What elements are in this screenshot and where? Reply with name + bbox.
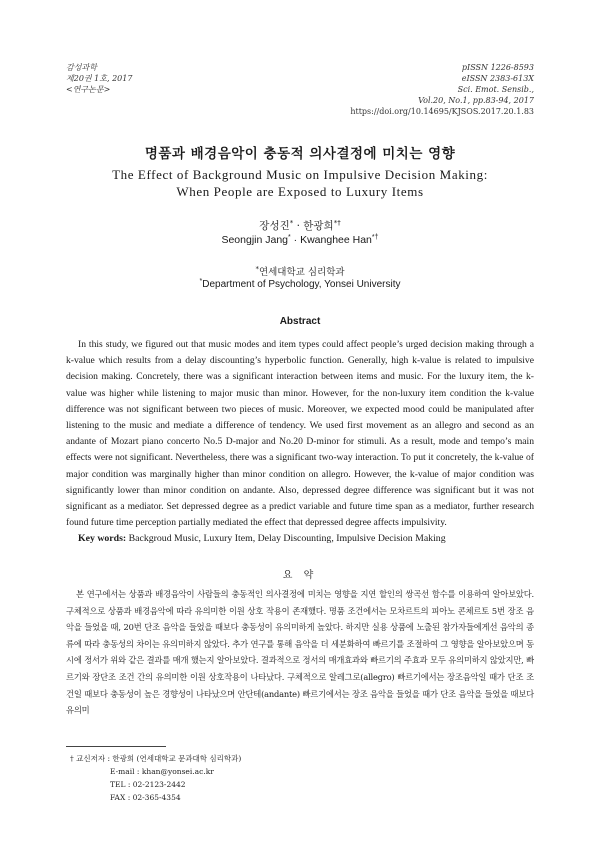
author-2-ko-mark: *† (333, 219, 341, 227)
author-1-ko-mark: * (289, 219, 294, 227)
journal-name-en: Sci. Emot. Sensib., (457, 85, 534, 94)
author-2-en: Kwanghee Han (300, 234, 372, 246)
eissn: eISSN 2383-613X (461, 74, 534, 83)
authors-korean (0, 218, 600, 233)
journal-volume-en: Vol.20, No.1, pp.83-94, 2017 (418, 96, 534, 105)
affiliation-ko-mark: * (255, 265, 259, 273)
journal-volume-ko: 제20권 1호, 2017 (66, 74, 133, 83)
footnote-mark: † (70, 754, 74, 763)
author-2-ko: 한광희 (303, 220, 334, 232)
footnote-fax: FAX : 02-365-4354 (110, 793, 181, 802)
summary-body: 본 연구에서는 상품과 배경음악이 사람들의 충동적인 의사결정에 미치는 영향을 지연 할인의 쌍곡선 함수를 이용하여 알아보았다. 구체적으로 상품과 배경음악에 따라 유의미한 이원 상호 작용이 존재했다. 명품 조건에서는 모차르트의 피아노 콘체르토 5번 장조 음악을 들었을 때, 20번 단조 음악을 들었을 때보다 충동성이 유의미하게 높았다. 하지만 실용 상품에 노출된 참가자들에게선 음악의 종류에 따라 충동성의 차이는 유의미하지 않았다. 추가 연구를 통해 음악을 더 세분화하여 빠르기를 조절하여 그 영향을 알아보았으며 동시에 정서가 위와 같은 결과를 매개 했는지 알아보았다. 결과적으로 정서의 매개효과와 빠르기의 주효과 모두 유의미하지 않았지만, 빠르기와 장단조 조건 간의 유의미한 이원 상호작용이 나타났다. 구체적으로 알레그로(allegro) 빠르기에서는 장조음악일 때가 단조 조건일 때보다 충동성이 높은 경향성이 나타났으며 안단테(andante) 빠르기에서는 장조 음악을 들었을 때가 단조 음악을 들었을 때보다 유의미 (66, 589, 534, 716)
affiliation-en-mark: * (199, 278, 203, 285)
affiliation-english (0, 279, 600, 290)
journal-header-right (350, 62, 534, 117)
pissn: pISSN 1226-8593 (461, 63, 534, 72)
corresponding-author-footnote (70, 752, 241, 804)
affiliation-ko-text: 연세대학교 심리학과 (258, 267, 345, 278)
affiliation-en-text: Department of Psychology, Yonsei University (202, 279, 401, 290)
keywords-text: Backgroud Music, Luxury Item, Delay Discounting, Impulsive Decision Making (126, 533, 446, 544)
footnote-divider (66, 746, 166, 747)
abstract-body: In this study, we figured out that music modes and item types could affect people’s urged decision making through a k-value which results from a delay discounting’s hyperbolic function. Generally, high k-value is related to impulsive decision making. Concretely, there was a significant interaction between items and music. For the luxury item, the k-value was higher while listening to major music than minor. However, for the non-luxury item condition the k-value difference was not significant between two pieces of music. Moreover, we expected mood could be manipulated after listening to the music and mediate a difference of tendency. We used first movement as an allegro and second as an andante of Mozart piano concerto No.5 D-major and No.20 D-minor for stimuli. As a result, mode and tempo’s main effects were not significant. Nevertheless, there was a significant two-way interaction. To put it concretely, the k-value of major condition was marginally higher than minor condition on allegro. However, the k-value of major condition was significantly lower than minor condition on andante. Also, depressed degree difference was significant but it was not significant as a mediator. Set depressed degree as a predict variable and future time span as a mediator, further research found future time perception partially mediated the effect that depressed degree affects impulsivity. (66, 339, 534, 529)
footnote-email: E-mail : khan@yonsei.ac.kr (110, 767, 214, 776)
title-korean: 명품과 배경음악이 충동적 의사결정에 미치는 영향 (144, 146, 456, 162)
author-1-en-mark: * (288, 234, 291, 241)
author-sep-en: · (290, 234, 301, 246)
footnote-label: 교신저자 : 한광희 (연세대학교 문과대학 심리학과) (76, 754, 242, 763)
author-sep-ko: · (293, 220, 304, 232)
doi-link[interactable]: https://doi.org/10.14695/KJSOS.2017.20.1.83 (350, 107, 534, 116)
summary-heading: 요 약 (282, 570, 318, 581)
author-1-ko: 장성진 (259, 220, 290, 232)
author-2-en-mark: *† (371, 234, 379, 241)
title-english-line1: The Effect of Background Music on Impulsive Decision Making: (112, 167, 488, 182)
article-type: <연구논문> (66, 85, 111, 94)
journal-header-left (66, 62, 132, 95)
keywords-label: Key words: (78, 533, 127, 544)
footnote-tel: TEL : 02-2123-2442 (110, 780, 186, 789)
title-english (0, 166, 600, 200)
affiliation-korean (0, 264, 600, 278)
title-english-line2: When People are Exposed to Luxury Items (176, 184, 424, 199)
keywords (66, 532, 534, 546)
author-1-en: Seongjin Jang (221, 234, 289, 246)
abstract-heading: Abstract (279, 316, 321, 327)
journal-name-ko: 감성과학 (66, 63, 97, 72)
authors-english (0, 234, 600, 246)
